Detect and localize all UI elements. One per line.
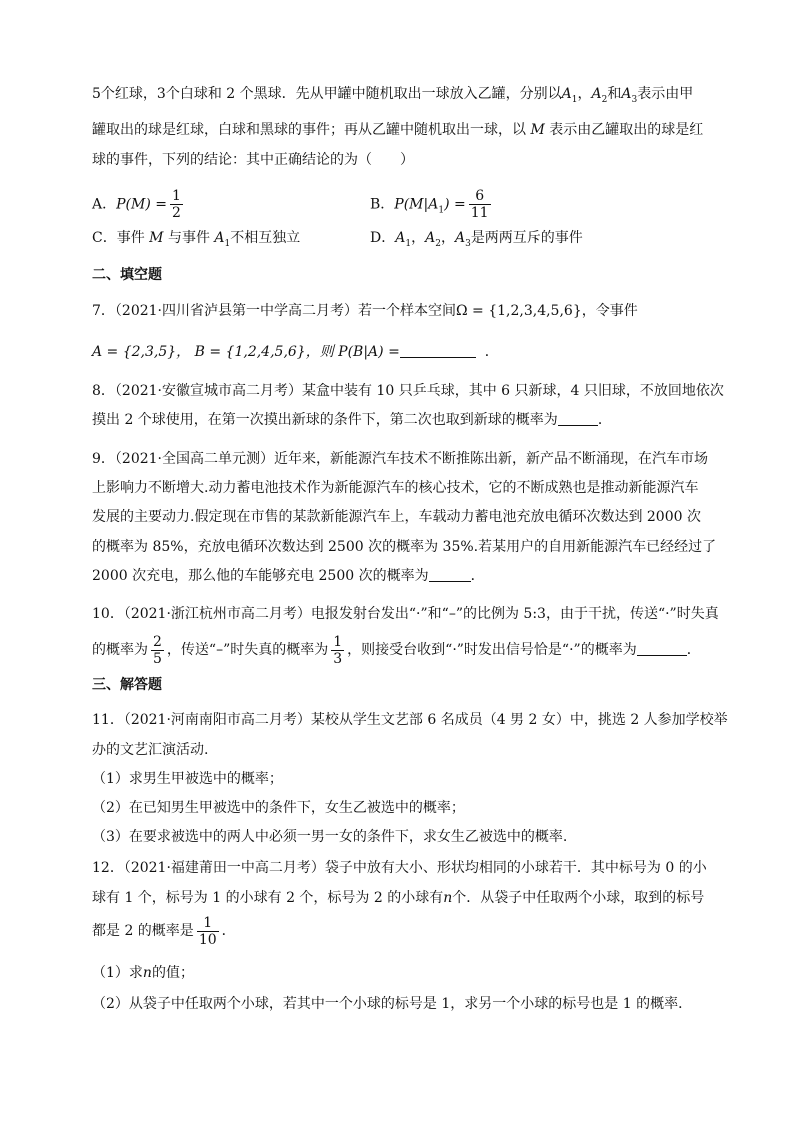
answer-blank bbox=[637, 641, 687, 656]
q6-text: 球的事件，下列的结论：其中正确结论的为（ ） bbox=[92, 152, 414, 168]
q8-line2: 摸出 2 个球使用，在第一次摸出新球的条件下，第二次也取到新球的概率为 ． bbox=[92, 412, 612, 428]
q6-text: 表示由甲 bbox=[637, 86, 694, 102]
event-a3: $A_3$ bbox=[621, 86, 638, 105]
option-expr: P(M) = bbox=[116, 196, 167, 213]
q9-line1: 9．（2021·全国高二单元测）近年来，新能源汽车技术不断推陈出新，新产品不断涌现，在汽车市场 bbox=[92, 451, 708, 467]
option-label: B． bbox=[370, 196, 395, 213]
event-a2: $A_2$ bbox=[591, 86, 608, 105]
section-heading-fill-in: 二、填空题 bbox=[92, 267, 162, 283]
q7-line2: A = {2,3,5}， B = {1,2,4,5,6}，则 P(B|A) = ． bbox=[92, 344, 499, 360]
q11-sub2: （2）在已知男生甲被选中的条件下，女生乙被选中的概率； bbox=[92, 800, 465, 816]
q9-line4: 的概率为 85%，充放电循环次数达到 2500 次的概率为 35%.若某用户的自用新能源汽车已经经过了 bbox=[92, 539, 717, 555]
q6-text: 5个红球，3个白球和 2 个黑球．先从甲罐中随机取出一球放入乙罐，分别以 bbox=[92, 86, 562, 102]
event-a1: $A_1$ bbox=[561, 86, 578, 105]
q10-line2: 的概率为 $\frac{2}{5}$ ，传送“–”时失真的概率为 $\frac{1}{3}$ ，则接受台收到“·”时发出信号恰是“·”的概率为 ． bbox=[92, 633, 701, 667]
fraction: $\frac{2}{5}$ bbox=[153, 633, 162, 667]
comma: ， bbox=[577, 86, 592, 102]
q6-option-d: D．$A_1$，$A_2$，$A_3$是两两互斥的事件 bbox=[370, 230, 583, 249]
q12-line2: 球有 1 个，标号为 1 的小球有 2 个，标号为 2 的小球有n个．从袋子中任取两个小球，取到的标号 bbox=[92, 890, 705, 906]
fraction: $\frac{1}{2}$ bbox=[171, 188, 181, 221]
answer-blank bbox=[558, 411, 598, 426]
q10-line1: 10．（2021·浙江杭州市高二月考）电报发射台发出“·”和“–”的比例为 5:3，由于干扰，传送“·”时失真 bbox=[92, 606, 719, 622]
q6-text: 罐取出的球是红球，白球和黑球的事件；再从乙罐中随机取出一球，以 bbox=[92, 122, 526, 138]
q6-option-c: C．事件 M 与事件 $A_1$不相互独立 bbox=[92, 230, 301, 249]
q6-line2 bbox=[92, 120, 703, 140]
q6-option-a bbox=[92, 188, 186, 221]
q9-line3: 发展的主要动力.假定现在市售的某款新能源汽车上，车载动力蓄电池充放电循环次数达到 2000 次 bbox=[92, 509, 701, 525]
q12-sub1: （1）求n的值； bbox=[92, 965, 194, 981]
q6-text: 表示由乙罐取出的球是红 bbox=[549, 122, 704, 138]
q6-text: 和 bbox=[607, 86, 622, 102]
q11-sub3: （3）在要求被选中的两人中必须一男一女的条件下，求女生乙被选中的概率. bbox=[92, 829, 568, 845]
q12-sub2: （2）从袋子中任取两个小球，若其中一个小球的标号是 1，求另一个小球的标号也是 1 的概率． bbox=[92, 996, 693, 1012]
q12-line1: 12．（2021·福建莆田一中高二月考）袋子中放有大小、形状均相同的小球若干．其中标号为 0 的小 bbox=[92, 860, 707, 876]
event-m: M bbox=[530, 122, 545, 138]
fraction: $\frac{6}{11}$ bbox=[470, 188, 489, 221]
fraction: $\frac{1}{3}$ bbox=[333, 633, 343, 667]
q9-line2: 上影响力不断增大.动力蓄电池技术作为新能源汽车的核心技术，它的不断成熟也是推动新能源汽车 bbox=[92, 480, 699, 496]
q6-line1 bbox=[92, 84, 693, 110]
answer-blank bbox=[429, 567, 471, 582]
q7-line1: 7．（2021·四川省泸县第一中学高二月考）若一个样本空间Ω = {1,2,3,4,5,6}，令事件 bbox=[92, 303, 638, 319]
q12-line3: 都是 2 的概率是 $\frac{1}{10}$ ． bbox=[92, 914, 236, 948]
q6-option-b: B．$P(M|A_1)$ = $\frac{6}{11}$ bbox=[370, 188, 489, 221]
option-label: D． bbox=[370, 230, 396, 246]
option-label: A． bbox=[92, 196, 117, 213]
answer-blank bbox=[400, 343, 476, 358]
fraction: $\frac{1}{10}$ bbox=[198, 914, 217, 948]
q6-line3 bbox=[92, 150, 414, 170]
q11-line2: 办的文艺汇演活动. bbox=[92, 742, 209, 758]
q11-sub1: （1）求男生甲被选中的概率； bbox=[92, 771, 283, 787]
q9-line5: 2000 次充电，那么他的车能够充电 2500 次的概率为 ． bbox=[92, 568, 485, 584]
section-heading-answer: 三、解答题 bbox=[92, 677, 162, 693]
q8-line1: 8．（2021·安徽宣城市高二月考）某盒中装有 10 只乒乓球，其中 6 只新球，4 只旧球，不放回地依次 bbox=[92, 383, 724, 399]
q11-line1: 11．（2021·河南南阳市高二月考）某校从学生文艺部 6 名成员（4 男 2 女）中，挑选 2 人参加学校举 bbox=[92, 712, 728, 728]
option-expr: P(M|A bbox=[394, 196, 439, 213]
option-label: C．事件 bbox=[92, 230, 145, 246]
